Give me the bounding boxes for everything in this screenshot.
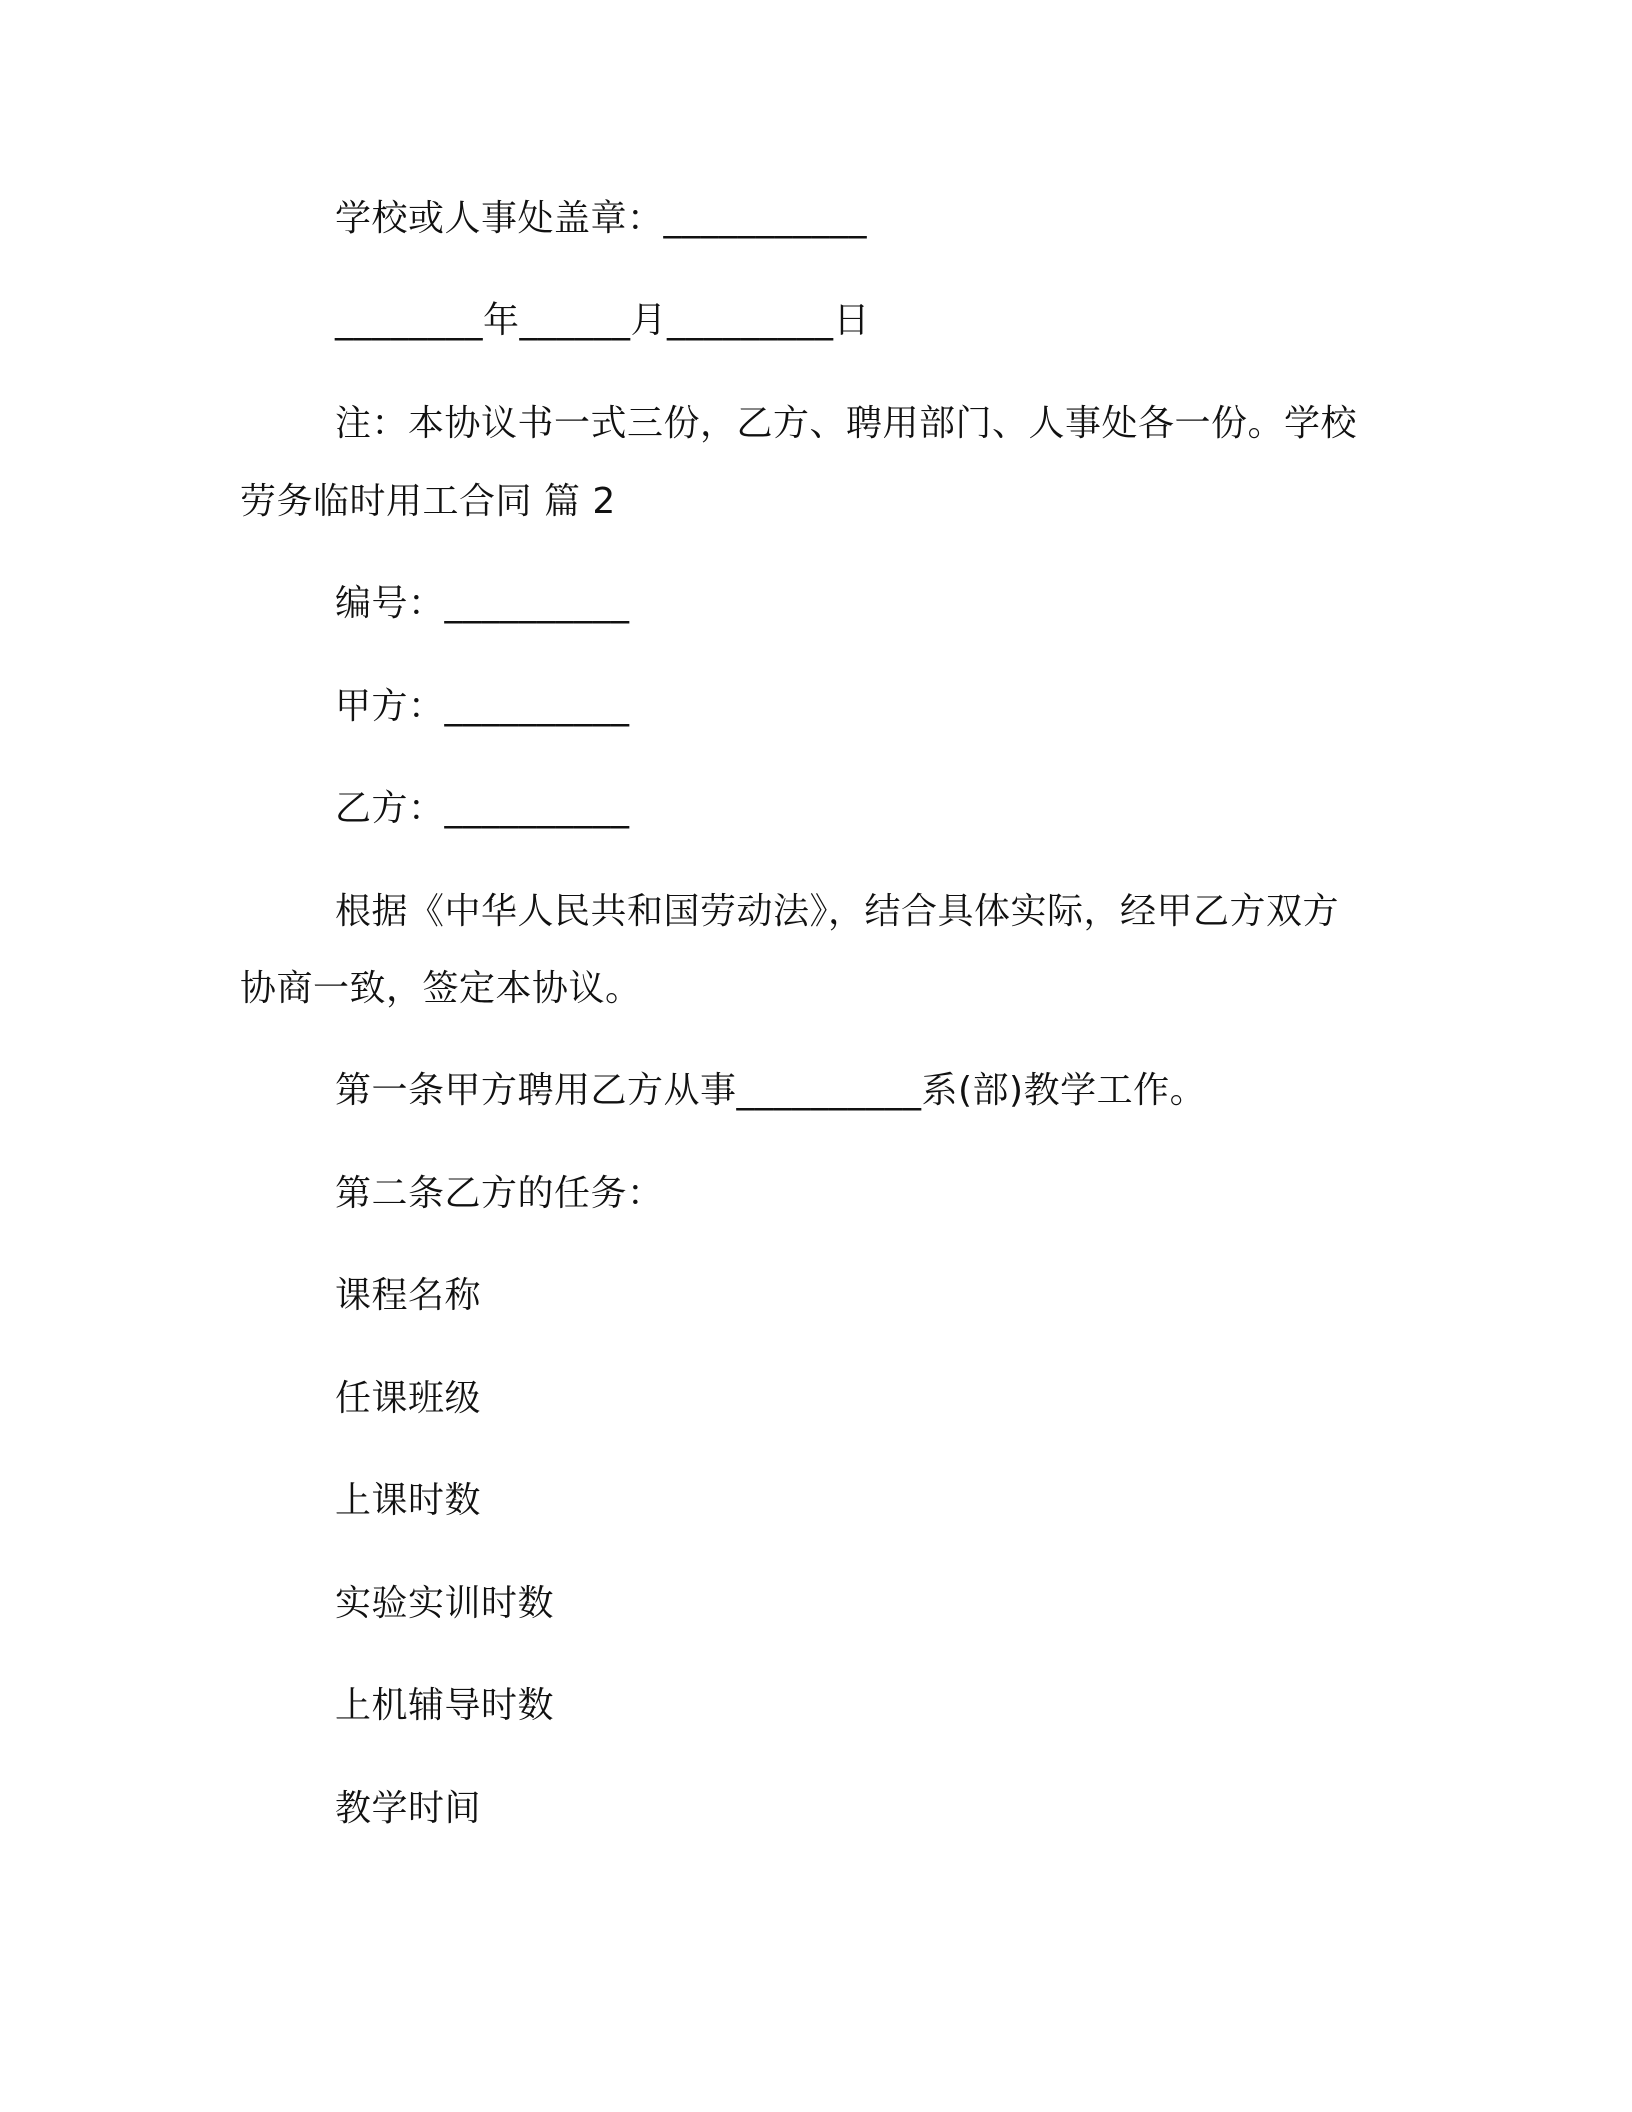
seal-line: 学校或人事处盖章：___________ [335, 198, 868, 239]
task-item: 上机辅导时数 [335, 1685, 555, 1726]
task-item: 实验实训时数 [335, 1583, 555, 1624]
article-2: 第二条乙方的任务： [335, 1173, 664, 1214]
preamble-line-2: 协商一致，签定本协议。 [240, 968, 642, 1009]
section-title: 劳务临时用工合同 篇 2 [240, 481, 616, 522]
number-field: 编号：__________ [335, 583, 630, 624]
preamble-line-1: 根据《中华人民共和国劳动法》，结合具体实际，经甲乙方双方 [335, 891, 1340, 932]
task-item: 课程名称 [335, 1275, 482, 1316]
party-b-field: 乙方：__________ [335, 788, 630, 829]
article-1: 第一条甲方聘用乙方从事__________系(部)教学工作。 [335, 1070, 1207, 1111]
date-line: ________年______月_________日 [335, 300, 870, 341]
task-item: 教学时间 [335, 1788, 482, 1829]
task-item: 任课班级 [335, 1378, 482, 1419]
task-item: 上课时数 [335, 1480, 482, 1521]
party-a-field: 甲方：__________ [335, 686, 630, 727]
note-line: 注：本协议书一式三份，乙方、聘用部门、人事处各一份。学校 [335, 403, 1358, 444]
